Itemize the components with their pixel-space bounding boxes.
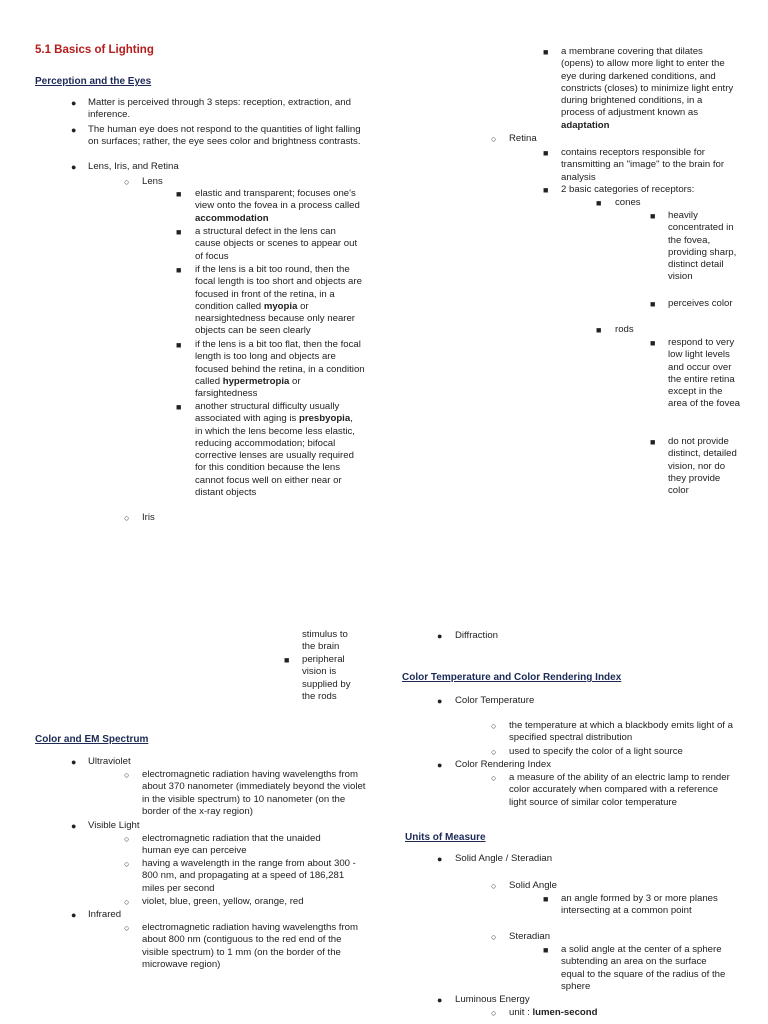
bullet xyxy=(650,337,655,349)
list-item: Color Temperature xyxy=(455,695,535,706)
bullet xyxy=(176,264,181,276)
section-heading-color-temperature: Color Temperature and Color Rendering Index xyxy=(402,672,622,683)
bullet xyxy=(543,944,548,956)
bullet xyxy=(176,339,181,351)
list-item: Solid Angle xyxy=(509,880,558,891)
bullet xyxy=(71,909,76,921)
list-item: do not provide distinct, detailed vision, nor do they provide color xyxy=(668,436,737,497)
bullet xyxy=(71,820,76,832)
list-item: if the lens is a bit too flat, then the focal length is too long and objects are focused behind the retina, in a condition called hypermetropia or farsightedness xyxy=(195,339,365,400)
bullet xyxy=(124,512,129,524)
bullet xyxy=(124,858,129,870)
list-item: Lens xyxy=(142,176,163,187)
bullet xyxy=(124,896,129,908)
list-item: electromagnetic radiation having wavelengths from about 370 nanometer (immediately beyond the violet in the visible spectrum) to 10 nanometer (on the border of the x-ray region) xyxy=(142,769,366,817)
list-item: Retina xyxy=(509,133,537,144)
bullet xyxy=(491,772,496,784)
bullet xyxy=(176,188,181,200)
list-item: electromagnetic radiation that the unaided human eye can perceive xyxy=(142,833,321,857)
bullet xyxy=(491,1007,496,1019)
list-item: rods xyxy=(615,324,634,335)
list-item: an angle formed by 3 or more planes intersecting at a common point xyxy=(561,893,718,917)
list-item: having a wavelength in the range from about 300 - 800 nm, and propagating at a speed of 186,281 miles per second xyxy=(142,858,356,894)
bullet xyxy=(176,401,181,413)
section-heading-units: Units of Measure xyxy=(405,832,486,843)
bullet xyxy=(176,226,181,238)
bullet xyxy=(491,746,496,758)
bullet xyxy=(543,184,548,196)
list-item: cones xyxy=(615,197,641,208)
list-item: Steradian xyxy=(509,931,551,942)
list-item: Diffraction xyxy=(455,630,499,641)
list-item: Visible Light xyxy=(88,820,140,831)
list-item: Color Rendering Index xyxy=(455,759,551,770)
list-item: unit : lumen-second xyxy=(509,1007,598,1018)
bullet xyxy=(650,436,655,448)
bullet xyxy=(491,133,496,145)
list-item: a membrane covering that dilates (opens) to allow more light to enter the eye during darkened conditions, and constricts (closes) to minimize light entry during brightened conditions, in a process of adjustment known as adaptation xyxy=(561,46,734,131)
list-item: peripheral vision is supplied by the rods xyxy=(302,654,351,702)
list-item: a measure of the ability of an electric lamp to render color accurately when compared with a reference light source of similar color temperature xyxy=(509,772,730,808)
bullet xyxy=(650,298,655,310)
bullet xyxy=(437,994,442,1006)
list-item: a structural defect in the lens can cause objects or scenes to appear out of focus xyxy=(195,226,358,262)
bullet xyxy=(596,197,601,209)
bullet xyxy=(437,759,442,771)
list-item: Iris xyxy=(142,512,155,523)
bullet xyxy=(284,654,289,666)
bullet xyxy=(124,922,129,934)
bullet xyxy=(543,147,548,159)
list-item: the temperature at which a blackbody emits light of a specified spectral distribution xyxy=(509,720,733,744)
bullet xyxy=(437,695,442,707)
section-heading-color-em: Color and EM Spectrum xyxy=(35,734,149,745)
bullet xyxy=(124,176,129,188)
list-item: Infrared xyxy=(88,909,122,920)
page-title: 5.1 Basics of Lighting xyxy=(35,44,154,56)
bullet xyxy=(71,124,76,136)
bullet xyxy=(71,756,76,768)
bullet xyxy=(543,46,548,58)
list-item: another structural difficulty usually associated with aging is presbyopia, in which the lens become less elastic, reducing accommodation; bifocal corrective lenses are usually required for this condition because the lens cannot focus well on either near or distant objects xyxy=(195,401,355,499)
list-item: used to specify the color of a light source xyxy=(509,746,683,757)
bullet xyxy=(124,769,129,781)
list-item: elastic and transparent; focuses one's view onto the fovea in a process called accommodation xyxy=(195,188,360,224)
list-item: The human eye does not respond to the quantities of light falling on surfaces; rather, the eye sees color and brightness contrasts. xyxy=(88,124,361,148)
bullet xyxy=(437,630,442,642)
bullet xyxy=(491,720,496,732)
bullet xyxy=(491,880,496,892)
list-item: perceives color xyxy=(668,298,733,309)
section-heading-perception: Perception and the Eyes xyxy=(35,76,152,87)
list-item: respond to very low light levels and occur over the entire retina except in the area of the fovea xyxy=(668,337,741,410)
list-item: electromagnetic radiation having wavelengths from about 800 nm (contiguous to the red end of the visible spectrum) to 1 mm (on the border of the microwave region) xyxy=(142,922,358,970)
list-item: Luminous Energy xyxy=(455,994,530,1005)
bullet xyxy=(71,161,76,173)
bullet xyxy=(124,833,129,845)
list-item: heavily concentrated in the fovea, providing sharp, distinct detail vision xyxy=(668,210,737,283)
list-item: Lens, Iris, and Retina xyxy=(88,161,179,172)
list-item: 2 basic categories of receptors: xyxy=(561,184,695,195)
bullet xyxy=(437,853,442,865)
bullet xyxy=(596,324,601,336)
bullet xyxy=(650,210,655,222)
list-item: if the lens is a bit too round, then the focal length is too short and objects are focused in front of the retina, in a condition called myopia or nearsightedness because only nearer objects can be seen clearly xyxy=(195,264,362,337)
list-item: Ultraviolet xyxy=(88,756,131,767)
list-item: Solid Angle / Steradian xyxy=(455,853,553,864)
bullet xyxy=(491,931,496,943)
list-item: a solid angle at the center of a sphere subtending an area on the surface equal to the square of the radius of the sphere xyxy=(561,944,726,992)
bullet xyxy=(71,97,76,109)
list-item: Matter is perceived through 3 steps: reception, extraction, and inference. xyxy=(88,97,351,121)
list-item: violet, blue, green, yellow, orange, red xyxy=(142,896,304,907)
bullet xyxy=(543,893,548,905)
list-item: contains receptors responsible for transmitting an "image" to the brain for analysis xyxy=(561,147,725,183)
list-item: stimulus to the brain xyxy=(302,629,348,653)
